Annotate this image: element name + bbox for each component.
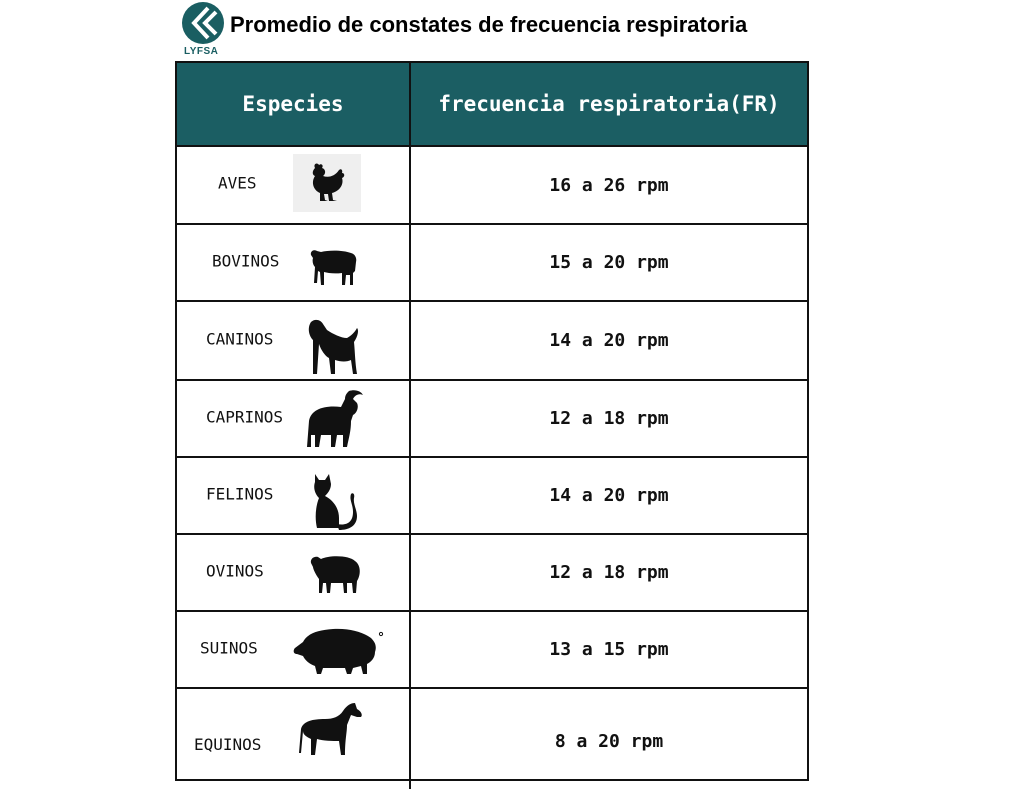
horse-icon [299, 701, 365, 757]
rate-value: 16 a 26 rpm [549, 174, 669, 196]
species-label: BOVINOS [212, 251, 280, 271]
logo-icon [178, 2, 232, 48]
rate-value: 8 a 20 rpm [554, 730, 664, 752]
column-header-species: Especies [177, 63, 411, 145]
species-label: FELINOS [206, 484, 274, 504]
chicken-icon [293, 154, 361, 212]
table-row [177, 458, 807, 535]
respiratory-rate-table [175, 61, 809, 781]
rate-value: 13 a 15 rpm [549, 639, 669, 660]
table-row [177, 302, 807, 381]
table-row [177, 535, 807, 612]
table-header [177, 63, 807, 147]
rate-value: 15 a 20 rpm [549, 252, 669, 273]
logo-text: LYFSA [184, 46, 219, 57]
cow-icon [309, 245, 359, 289]
cat-icon [309, 472, 361, 530]
rate-value: 14 a 20 rpm [549, 485, 669, 506]
rate-value: 12 a 18 rpm [549, 562, 669, 583]
rate-value: 14 a 20 rpm [549, 330, 669, 351]
goat-icon [305, 387, 365, 451]
table-row [177, 147, 807, 225]
rate-value: 12 a 18 rpm [549, 408, 669, 429]
page-title: Promedio de constates de frecuencia respiratoria [230, 12, 748, 37]
table-row [177, 381, 807, 458]
table-row [177, 612, 807, 689]
table-row [177, 225, 807, 302]
table-row [177, 689, 807, 789]
species-label: CANINOS [206, 329, 274, 349]
species-label: CAPRINOS [206, 407, 284, 427]
species-label: SUINOS [200, 638, 258, 658]
pig-icon [293, 624, 387, 676]
sheep-icon [309, 553, 363, 599]
column-header-rate: frecuencia respiratoria(FR) [438, 92, 780, 116]
species-label: OVINOS [206, 561, 264, 581]
dog-icon [305, 316, 361, 378]
species-label: EQUINOS [194, 735, 262, 754]
species-label: AVES [218, 173, 257, 193]
